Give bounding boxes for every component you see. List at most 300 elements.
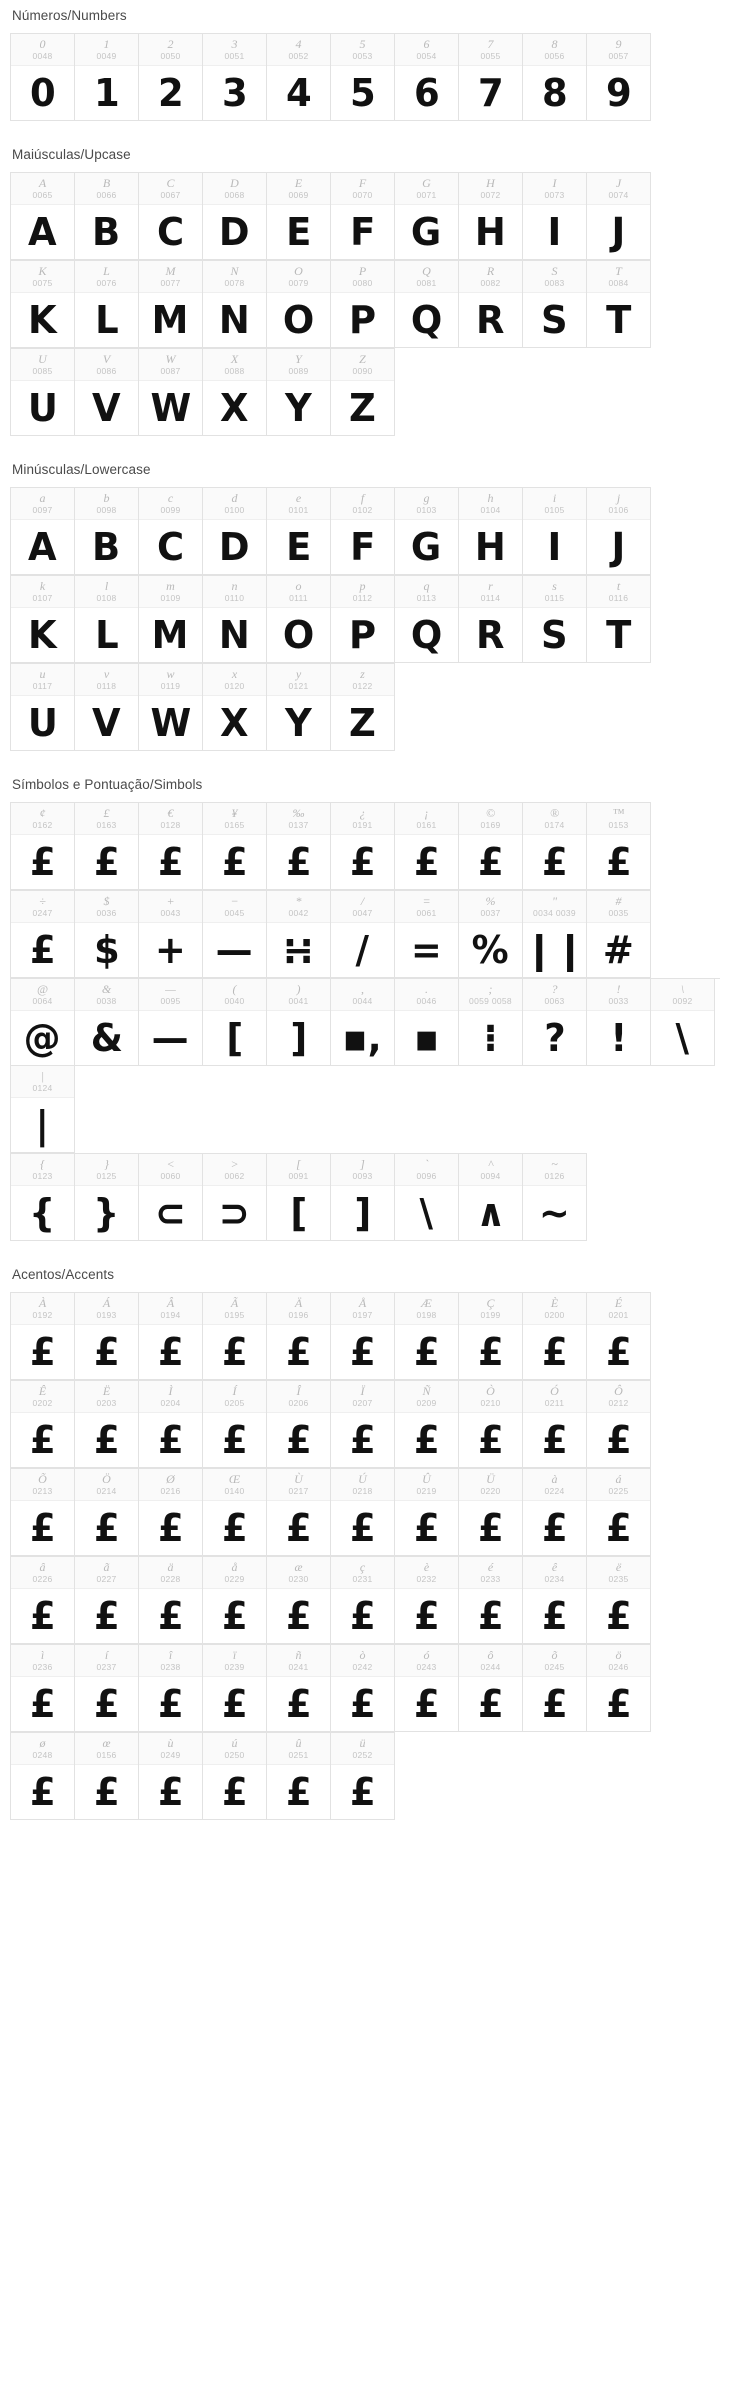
glyph-char-label: . bbox=[425, 982, 428, 996]
glyph-sample bbox=[351, 1765, 375, 1819]
glyph-charcode: 0040 bbox=[224, 996, 245, 1006]
glyph-cell[interactable] bbox=[395, 261, 459, 348]
glyph-char-label: Ï bbox=[360, 1384, 365, 1398]
glyph-cell-header bbox=[459, 1154, 522, 1186]
glyph-charcode: 0110 bbox=[224, 593, 245, 603]
glyph-cell[interactable] bbox=[267, 261, 331, 348]
glyph-cell[interactable] bbox=[587, 1645, 651, 1732]
glyph-char-label: ï bbox=[232, 1648, 237, 1662]
glyph-cell[interactable] bbox=[267, 1381, 331, 1468]
glyph-cell[interactable] bbox=[459, 1154, 523, 1241]
glyph-charcode: 0038 bbox=[96, 996, 117, 1006]
glyph-charcode: 0101 bbox=[288, 505, 309, 515]
glyph-cell-header bbox=[331, 173, 394, 205]
glyph-charcode: 0085 bbox=[32, 366, 53, 376]
glyph-cell[interactable] bbox=[523, 488, 587, 575]
glyph-cell-header bbox=[395, 488, 458, 520]
glyph-cell[interactable] bbox=[331, 349, 395, 436]
glyph-cell[interactable] bbox=[331, 1733, 395, 1820]
glyph-char-label: A bbox=[38, 176, 47, 190]
glyph-cell[interactable] bbox=[267, 1557, 331, 1644]
glyph-sample-text: \ bbox=[419, 1191, 434, 1235]
glyph-cell[interactable] bbox=[395, 1381, 459, 1468]
glyph-charcode: 0121 bbox=[288, 681, 309, 691]
glyph-cell[interactable] bbox=[331, 1557, 395, 1644]
glyph-cell[interactable] bbox=[11, 1154, 75, 1241]
glyph-cell[interactable] bbox=[75, 261, 139, 348]
glyph-cell[interactable] bbox=[587, 1381, 651, 1468]
glyph-cell[interactable] bbox=[11, 1557, 75, 1644]
glyph-cell[interactable] bbox=[267, 1645, 331, 1732]
glyph-char-label: Ë bbox=[102, 1384, 111, 1398]
glyph-cell[interactable] bbox=[267, 664, 331, 751]
glyph-cell[interactable] bbox=[523, 576, 587, 663]
glyph-cell[interactable] bbox=[139, 1469, 203, 1556]
glyph-cell[interactable] bbox=[75, 349, 139, 436]
glyph-cell[interactable] bbox=[75, 488, 139, 575]
glyph-sample-text: P bbox=[348, 613, 377, 657]
glyph-sample-text: £ bbox=[477, 1682, 504, 1726]
glyph-sample-text: N bbox=[219, 613, 250, 657]
glyph-sample bbox=[415, 1413, 439, 1467]
glyph-cell[interactable] bbox=[459, 261, 523, 348]
glyph-cell[interactable] bbox=[459, 1293, 523, 1380]
glyph-cell[interactable] bbox=[587, 1557, 651, 1644]
glyph-cell[interactable] bbox=[395, 34, 459, 121]
glyph-cell[interactable] bbox=[587, 261, 651, 348]
glyph-sample bbox=[523, 923, 586, 977]
glyph-cell[interactable] bbox=[331, 1645, 395, 1732]
glyph-cell[interactable] bbox=[75, 1154, 139, 1241]
glyph-cell[interactable] bbox=[395, 173, 459, 260]
glyph-cell[interactable] bbox=[331, 488, 395, 575]
glyph-cell[interactable] bbox=[203, 891, 267, 978]
glyph-cell-header bbox=[267, 1381, 330, 1413]
glyph-cell[interactable] bbox=[331, 1381, 395, 1468]
glyph-cell[interactable] bbox=[331, 1154, 395, 1241]
glyph-charcode: 0118 bbox=[96, 681, 117, 691]
glyph-cell[interactable] bbox=[203, 488, 267, 575]
glyph-cell[interactable] bbox=[139, 1557, 203, 1644]
glyph-cell[interactable] bbox=[267, 1293, 331, 1380]
glyph-cell[interactable] bbox=[11, 891, 75, 978]
glyph-cell-header bbox=[267, 261, 330, 293]
glyph-cell[interactable] bbox=[75, 1733, 139, 1820]
glyph-cell[interactable] bbox=[267, 1154, 331, 1241]
glyph-sample bbox=[479, 1501, 503, 1555]
glyph-sample bbox=[31, 1501, 55, 1555]
glyph-char-label: ì bbox=[40, 1648, 45, 1662]
glyph-cell[interactable] bbox=[267, 488, 331, 575]
glyph-sample bbox=[415, 1589, 439, 1643]
glyph-cell[interactable] bbox=[203, 1469, 267, 1556]
glyph-cell[interactable] bbox=[331, 261, 395, 348]
glyph-charcode: 0053 bbox=[352, 51, 373, 61]
glyph-cell[interactable] bbox=[203, 664, 267, 751]
glyph-sample bbox=[291, 1011, 307, 1065]
glyph-cell[interactable] bbox=[11, 979, 75, 1066]
glyph-sample-text: ⁝ bbox=[483, 1016, 498, 1060]
glyph-cell[interactable] bbox=[203, 1733, 267, 1820]
glyph-cell[interactable] bbox=[203, 803, 267, 890]
glyph-cell[interactable] bbox=[395, 1293, 459, 1380]
glyph-sample-text: £ bbox=[93, 840, 120, 884]
glyph-cell[interactable] bbox=[587, 1469, 651, 1556]
glyph-cell[interactable] bbox=[75, 1557, 139, 1644]
glyph-cell[interactable] bbox=[523, 34, 587, 121]
glyph-cell[interactable] bbox=[459, 576, 523, 663]
glyph-cell[interactable] bbox=[395, 488, 459, 575]
glyph-cell[interactable] bbox=[523, 1557, 587, 1644]
glyph-char-label: y bbox=[295, 667, 302, 681]
glyph-sample-text: £ bbox=[605, 1418, 632, 1462]
glyph-charcode: 0226 bbox=[32, 1574, 53, 1584]
glyph-cell[interactable] bbox=[395, 1154, 459, 1241]
glyph-sample bbox=[153, 1011, 187, 1065]
glyph-cell[interactable] bbox=[11, 261, 75, 348]
glyph-charcode: 0219 bbox=[416, 1486, 437, 1496]
glyph-charcode: 0112 bbox=[352, 593, 373, 603]
glyph-cell-header bbox=[331, 1557, 394, 1589]
glyph-cell[interactable] bbox=[139, 576, 203, 663]
glyph-cell[interactable] bbox=[75, 173, 139, 260]
glyph-cell[interactable] bbox=[331, 979, 395, 1066]
glyph-cell[interactable] bbox=[459, 891, 523, 978]
glyph-cell[interactable] bbox=[75, 34, 139, 121]
glyph-cell[interactable] bbox=[203, 1154, 267, 1241]
glyph-cell[interactable] bbox=[203, 1381, 267, 1468]
glyph-sample-text: 3 bbox=[221, 71, 248, 115]
glyph-sample-text: 0 bbox=[29, 71, 56, 115]
glyph-cell[interactable] bbox=[459, 1645, 523, 1732]
glyph-cell[interactable] bbox=[139, 891, 203, 978]
glyph-sample bbox=[93, 696, 119, 750]
glyph-sample bbox=[415, 1011, 438, 1065]
glyph-cell[interactable] bbox=[139, 1154, 203, 1241]
glyph-cell[interactable] bbox=[203, 979, 267, 1066]
glyph-char-label: K bbox=[38, 264, 47, 278]
glyph-cell-header bbox=[587, 173, 650, 205]
glyph-char-label: ç bbox=[359, 1560, 366, 1574]
glyph-cell[interactable] bbox=[523, 979, 587, 1066]
glyph-cell[interactable] bbox=[459, 979, 523, 1066]
glyph-charcode: 0197 bbox=[352, 1310, 373, 1320]
glyph-sample bbox=[94, 1186, 118, 1240]
glyph-cell[interactable] bbox=[459, 1557, 523, 1644]
glyph-sample-text: £ bbox=[285, 1594, 312, 1638]
glyph-charcode: 0220 bbox=[480, 1486, 501, 1496]
glyph-charcode: 0046 bbox=[416, 996, 437, 1006]
glyph-cell[interactable] bbox=[203, 349, 267, 436]
glyph-sample bbox=[350, 696, 375, 750]
glyph-cell[interactable] bbox=[267, 1469, 331, 1556]
glyph-sample bbox=[93, 205, 119, 259]
glyph-cell[interactable] bbox=[267, 349, 331, 436]
glyph-charcode: 0236 bbox=[32, 1662, 53, 1672]
glyph-cell[interactable] bbox=[11, 1469, 75, 1556]
glyph-cell[interactable] bbox=[587, 576, 651, 663]
glyph-char-label: 0 bbox=[39, 37, 46, 51]
glyph-sample bbox=[96, 608, 118, 662]
glyph-cell[interactable] bbox=[395, 803, 459, 890]
glyph-charcode: 0096 bbox=[416, 1171, 437, 1181]
glyph-cell[interactable] bbox=[11, 1733, 75, 1820]
glyph-cell-header bbox=[139, 173, 202, 205]
glyph-char-label: < bbox=[166, 1157, 175, 1171]
glyph-cell[interactable] bbox=[11, 576, 75, 663]
glyph-cell[interactable] bbox=[523, 1645, 587, 1732]
glyph-cell[interactable] bbox=[459, 1381, 523, 1468]
glyph-cell[interactable] bbox=[395, 979, 459, 1066]
glyph-charcode: 0117 bbox=[32, 681, 53, 691]
glyph-sample-text: E bbox=[285, 210, 312, 254]
glyph-cell-header bbox=[331, 488, 394, 520]
glyph-charcode: 0050 bbox=[160, 51, 181, 61]
glyph-char-label: 5 bbox=[359, 37, 366, 51]
glyph-cell-header bbox=[267, 664, 330, 696]
glyph-cell[interactable] bbox=[139, 803, 203, 890]
glyph-cell[interactable] bbox=[395, 1557, 459, 1644]
glyph-cell[interactable] bbox=[203, 576, 267, 663]
glyph-char-label: ê bbox=[551, 1560, 558, 1574]
glyph-charcode: 0229 bbox=[224, 1574, 245, 1584]
glyph-cell-header bbox=[203, 1557, 266, 1589]
glyph-cell[interactable] bbox=[267, 891, 331, 978]
glyph-cell[interactable] bbox=[587, 34, 651, 121]
glyph-cell[interactable] bbox=[459, 34, 523, 121]
glyph-cell[interactable] bbox=[11, 1066, 75, 1153]
glyph-cell[interactable] bbox=[587, 1293, 651, 1380]
glyph-char-label: q bbox=[423, 579, 430, 593]
glyph-sample-text: R bbox=[476, 613, 505, 657]
glyph-cell[interactable] bbox=[139, 173, 203, 260]
glyph-cell-header bbox=[523, 1645, 586, 1677]
glyph-cell[interactable] bbox=[267, 979, 331, 1066]
glyph-cell[interactable] bbox=[395, 891, 459, 978]
glyph-charcode: 0041 bbox=[288, 996, 309, 1006]
glyph-cell[interactable] bbox=[459, 803, 523, 890]
glyph-cell[interactable] bbox=[267, 1733, 331, 1820]
glyph-sample bbox=[221, 696, 247, 750]
glyph-cell-header bbox=[395, 173, 458, 205]
glyph-cell[interactable] bbox=[331, 173, 395, 260]
glyph-cell[interactable] bbox=[203, 34, 267, 121]
glyph-cell[interactable] bbox=[75, 1293, 139, 1380]
glyph-sample-text: £ bbox=[93, 1418, 120, 1462]
glyph-charcode: 0233 bbox=[480, 1574, 501, 1584]
glyph-cell-header bbox=[267, 1469, 330, 1501]
glyph-cell[interactable] bbox=[523, 1154, 587, 1241]
glyph-charcode: 0192 bbox=[32, 1310, 53, 1320]
glyph-cell[interactable] bbox=[331, 1469, 395, 1556]
glyph-sample bbox=[36, 1098, 49, 1152]
glyph-cell[interactable] bbox=[75, 664, 139, 751]
glyph-sample bbox=[31, 66, 55, 120]
glyph-cell[interactable] bbox=[203, 1293, 267, 1380]
glyph-cell-header bbox=[75, 1293, 138, 1325]
glyph-cell[interactable] bbox=[203, 1645, 267, 1732]
glyph-cell[interactable] bbox=[139, 488, 203, 575]
glyph-cell[interactable] bbox=[267, 173, 331, 260]
glyph-cell[interactable] bbox=[75, 576, 139, 663]
glyph-cell[interactable] bbox=[11, 34, 75, 121]
glyph-cell[interactable] bbox=[11, 1381, 75, 1468]
glyph-cell[interactable] bbox=[11, 1645, 75, 1732]
glyph-cell-header bbox=[11, 803, 74, 835]
glyph-cell-header bbox=[267, 1293, 330, 1325]
glyph-cell[interactable] bbox=[139, 34, 203, 121]
glyph-cell[interactable] bbox=[395, 1469, 459, 1556]
glyph-cell[interactable] bbox=[75, 979, 139, 1066]
glyph-charcode: 0218 bbox=[352, 1486, 373, 1496]
glyph-cell-header bbox=[203, 576, 266, 608]
glyph-char-label: ; bbox=[488, 982, 493, 996]
glyph-cell[interactable] bbox=[139, 1293, 203, 1380]
glyph-cell[interactable] bbox=[587, 803, 651, 890]
glyph-char-label: > bbox=[230, 1157, 239, 1171]
glyph-sample-text: S bbox=[541, 613, 568, 657]
glyph-sample bbox=[607, 1413, 631, 1467]
glyph-cell[interactable] bbox=[523, 1381, 587, 1468]
glyph-cell[interactable] bbox=[139, 664, 203, 751]
glyph-cell[interactable] bbox=[139, 979, 203, 1066]
glyph-cell[interactable] bbox=[587, 891, 651, 978]
glyph-cell[interactable] bbox=[523, 261, 587, 348]
glyph-charcode: 0092 bbox=[672, 996, 693, 1006]
glyph-charcode: 0104 bbox=[480, 505, 501, 515]
glyph-cell[interactable] bbox=[331, 1293, 395, 1380]
glyph-cell-header bbox=[587, 1381, 650, 1413]
glyph-cell[interactable] bbox=[203, 261, 267, 348]
glyph-cell-header bbox=[395, 576, 458, 608]
glyph-cell[interactable] bbox=[267, 34, 331, 121]
glyph-sample bbox=[286, 381, 311, 435]
glyph-char-label: ü bbox=[359, 1736, 366, 1750]
glyph-cell[interactable] bbox=[331, 891, 395, 978]
glyph-sample-text: X bbox=[220, 701, 249, 745]
glyph-cell[interactable] bbox=[139, 349, 203, 436]
glyph-sample bbox=[543, 1325, 567, 1379]
glyph-cell[interactable] bbox=[11, 1293, 75, 1380]
glyph-cell-header bbox=[139, 1645, 202, 1677]
glyph-cell[interactable] bbox=[11, 173, 75, 260]
glyph-char-label: ? bbox=[551, 982, 558, 996]
glyph-cell[interactable] bbox=[523, 1469, 587, 1556]
glyph-cell[interactable] bbox=[139, 1645, 203, 1732]
glyph-cell[interactable] bbox=[75, 1469, 139, 1556]
glyph-sample-text: V bbox=[92, 386, 121, 430]
glyph-sample-text: Q bbox=[410, 613, 443, 657]
glyph-sample-text: H bbox=[475, 525, 506, 569]
glyph-sample-text: £ bbox=[605, 1506, 632, 1550]
glyph-sample bbox=[473, 923, 507, 977]
glyph-sample bbox=[287, 1325, 311, 1379]
glyph-sample-text: [ bbox=[226, 1016, 243, 1060]
glyph-char-label: W bbox=[165, 352, 176, 366]
glyph-cell[interactable] bbox=[203, 173, 267, 260]
glyph-cell[interactable] bbox=[11, 488, 75, 575]
glyph-cell[interactable] bbox=[75, 891, 139, 978]
glyph-cell[interactable] bbox=[523, 891, 587, 978]
glyph-sample bbox=[223, 1501, 247, 1555]
glyph-sample-text: £ bbox=[157, 840, 184, 884]
glyph-cell[interactable] bbox=[75, 1645, 139, 1732]
glyph-charcode: 0042 bbox=[288, 908, 309, 918]
glyph-sample bbox=[220, 520, 248, 574]
glyph-sample-text: + bbox=[155, 928, 186, 972]
glyph-cell[interactable] bbox=[75, 803, 139, 890]
glyph-sample-text: = bbox=[411, 928, 442, 972]
glyph-cell[interactable] bbox=[11, 803, 75, 890]
glyph-cell[interactable] bbox=[139, 1381, 203, 1468]
glyph-cell[interactable] bbox=[459, 173, 523, 260]
glyph-char-label: & bbox=[101, 982, 112, 996]
glyph-cell[interactable] bbox=[459, 1469, 523, 1556]
glyph-cell[interactable] bbox=[75, 1381, 139, 1468]
glyph-char-label: 2 bbox=[167, 37, 174, 51]
glyph-cell[interactable] bbox=[395, 1645, 459, 1732]
glyph-cell[interactable] bbox=[651, 979, 715, 1066]
glyph-cell[interactable] bbox=[395, 576, 459, 663]
glyph-char-label: ` bbox=[424, 1157, 429, 1171]
glyph-cell[interactable] bbox=[523, 1293, 587, 1380]
glyph-cell[interactable] bbox=[587, 173, 651, 260]
glyph-char-label: S bbox=[551, 264, 558, 278]
glyph-sample bbox=[159, 1501, 183, 1555]
glyph-charcode: 0044 bbox=[352, 996, 373, 1006]
glyph-cell-header bbox=[11, 349, 74, 381]
glyph-sample bbox=[476, 520, 505, 574]
glyph-charcode: 0225 bbox=[608, 1486, 629, 1496]
glyph-charcode: 0203 bbox=[96, 1398, 117, 1408]
glyph-cell[interactable] bbox=[331, 576, 395, 663]
glyph-cell[interactable] bbox=[331, 664, 395, 751]
glyph-cell[interactable] bbox=[11, 349, 75, 436]
glyph-sample bbox=[159, 1765, 183, 1819]
glyph-cell-header bbox=[75, 173, 138, 205]
glyph-char-label: œ bbox=[102, 1736, 111, 1750]
glyph-cell[interactable] bbox=[523, 173, 587, 260]
glyph-cell[interactable] bbox=[267, 803, 331, 890]
glyph-cell[interactable] bbox=[139, 1733, 203, 1820]
glyph-cell[interactable] bbox=[11, 664, 75, 751]
glyph-cell-header bbox=[139, 891, 202, 923]
glyph-cell-header bbox=[267, 1733, 330, 1765]
glyph-cell-header bbox=[459, 1557, 522, 1589]
glyph-charcode: 0069 bbox=[288, 190, 309, 200]
glyph-cell[interactable] bbox=[587, 979, 651, 1066]
glyph-cell[interactable] bbox=[267, 576, 331, 663]
glyph-cell[interactable] bbox=[459, 488, 523, 575]
glyph-cell-header bbox=[587, 488, 650, 520]
glyph-cell[interactable] bbox=[523, 803, 587, 890]
glyph-sample-text: 8 bbox=[541, 71, 568, 115]
glyph-sample bbox=[607, 293, 630, 347]
glyph-cell-header bbox=[395, 1645, 458, 1677]
glyph-cell[interactable] bbox=[331, 34, 395, 121]
glyph-cell[interactable] bbox=[139, 261, 203, 348]
glyph-cell[interactable] bbox=[203, 1557, 267, 1644]
glyph-cell-header bbox=[523, 1469, 586, 1501]
glyph-cell[interactable] bbox=[587, 488, 651, 575]
glyph-sample bbox=[351, 1677, 375, 1731]
glyph-charcode: 0088 bbox=[224, 366, 245, 376]
glyph-charcode: 0246 bbox=[608, 1662, 629, 1672]
glyph-cell[interactable] bbox=[331, 803, 395, 890]
glyph-cell-header bbox=[75, 576, 138, 608]
glyph-sample-text: K bbox=[28, 298, 57, 342]
glyph-char-label: L bbox=[103, 264, 110, 278]
